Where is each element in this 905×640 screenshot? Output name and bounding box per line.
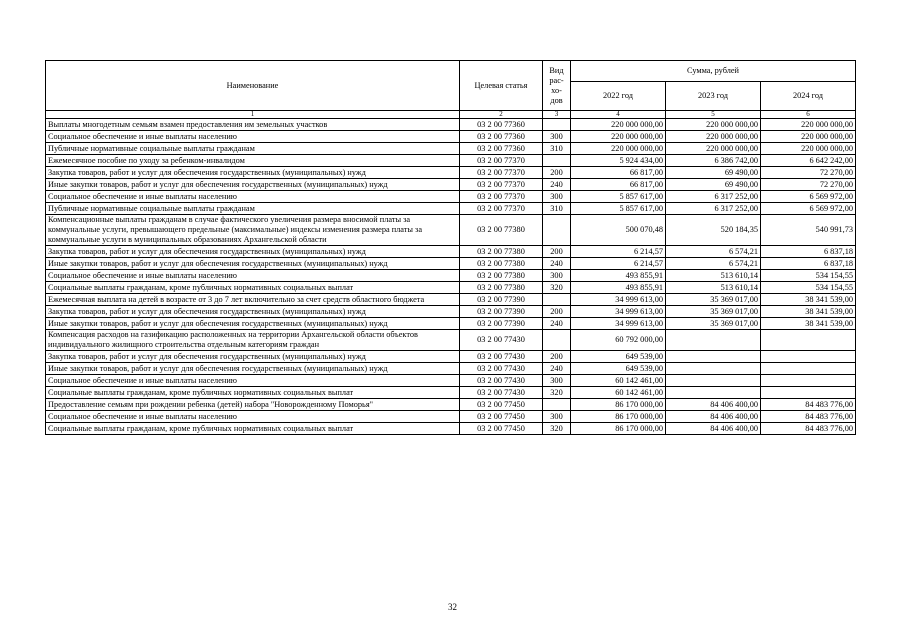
row-name: Ежемесячная выплата на детей в возрасте от 3 до 7 лет включительно за счет средств областного бюджета [46, 294, 460, 306]
row-sum-2023: 84 406 400,00 [666, 411, 761, 423]
row-sum-2022: 60 792 000,00 [571, 330, 666, 351]
row-name: Компенсационные выплаты гражданам в случае фактического увеличения размера вносимой платы за коммунальные услуги, превышающего предельные (максимальные) индексы изменения размера платы за коммунальные услуги в муниципальных образованиях Архангельской области [46, 215, 460, 246]
row-sum-2023: 220 000 000,00 [666, 143, 761, 155]
row-sum-2022: 500 070,48 [571, 215, 666, 246]
row-expense-kind: 200 [543, 351, 571, 363]
row-sum-2023: 35 369 017,00 [666, 294, 761, 306]
table-row [46, 203, 856, 215]
row-expense-kind [543, 330, 571, 351]
row-sum-2024: 220 000 000,00 [761, 131, 856, 143]
column-index: 1 [46, 111, 460, 119]
row-sum-2022: 493 855,91 [571, 270, 666, 282]
header-year-2023: 2023 год [666, 82, 761, 111]
table-row [46, 167, 856, 179]
row-sum-2023 [666, 330, 761, 351]
row-sum-2023: 6 317 252,00 [666, 203, 761, 215]
header-target-article: Целевая статья [460, 61, 543, 111]
row-name: Иные закупки товаров, работ и услуг для обеспечения государственных (муниципальных) нужд [46, 258, 460, 270]
table-row [46, 387, 856, 399]
table-row [46, 270, 856, 282]
row-name: Закупка товаров, работ и услуг для обеспечения государственных (муниципальных) нужд [46, 306, 460, 318]
row-expense-kind: 320 [543, 282, 571, 294]
row-sum-2022: 34 999 613,00 [571, 294, 666, 306]
row-sum-2022: 220 000 000,00 [571, 143, 666, 155]
row-name: Публичные нормативные социальные выплаты гражданам [46, 143, 460, 155]
row-sum-2024 [761, 351, 856, 363]
row-expense-kind: 320 [543, 423, 571, 435]
row-target-code: 03 2 00 77430 [460, 351, 543, 363]
row-expense-kind: 200 [543, 306, 571, 318]
row-expense-kind: 310 [543, 143, 571, 155]
row-sum-2022: 5 857 617,00 [571, 191, 666, 203]
row-expense-kind [543, 119, 571, 131]
row-sum-2022: 86 170 000,00 [571, 399, 666, 411]
table-row [46, 131, 856, 143]
row-sum-2023: 84 406 400,00 [666, 423, 761, 435]
row-expense-kind [543, 215, 571, 246]
row-name: Иные закупки товаров, работ и услуг для обеспечения государственных (муниципальных) нужд [46, 363, 460, 375]
row-sum-2024: 220 000 000,00 [761, 119, 856, 131]
row-expense-kind: 240 [543, 258, 571, 270]
budget-table [45, 60, 856, 435]
table-row [46, 411, 856, 423]
page-number: 32 [448, 602, 457, 612]
table-row [46, 294, 856, 306]
row-sum-2023: 6 574,21 [666, 258, 761, 270]
table-row [46, 306, 856, 318]
row-sum-2024: 72 270,00 [761, 167, 856, 179]
row-name: Социальное обеспечение и иные выплаты населению [46, 131, 460, 143]
row-sum-2024: 84 483 776,00 [761, 411, 856, 423]
column-index: 3 [543, 111, 571, 119]
table-row [46, 143, 856, 155]
row-sum-2023: 513 610,14 [666, 270, 761, 282]
row-target-code: 03 2 00 77390 [460, 318, 543, 330]
row-target-code: 03 2 00 77370 [460, 155, 543, 167]
row-name: Закупка товаров, работ и услуг для обеспечения государственных (муниципальных) нужд [46, 246, 460, 258]
row-sum-2022: 34 999 613,00 [571, 306, 666, 318]
row-sum-2022: 86 170 000,00 [571, 411, 666, 423]
row-expense-kind: 240 [543, 179, 571, 191]
column-index: 6 [761, 111, 856, 119]
row-name: Публичные нормативные социальные выплаты гражданам [46, 203, 460, 215]
row-target-code: 03 2 00 77450 [460, 399, 543, 411]
row-name: Социальное обеспечение и иные выплаты населению [46, 411, 460, 423]
row-name: Социальное обеспечение и иные выплаты населению [46, 270, 460, 282]
row-target-code: 03 2 00 77430 [460, 375, 543, 387]
row-target-code: 03 2 00 77430 [460, 330, 543, 351]
header-year-2022: 2022 год [571, 82, 666, 111]
row-target-code: 03 2 00 77370 [460, 191, 543, 203]
table-row [46, 119, 856, 131]
table-row [46, 423, 856, 435]
row-expense-kind: 240 [543, 318, 571, 330]
table-row [46, 215, 856, 246]
row-sum-2022: 649 539,00 [571, 363, 666, 375]
row-target-code: 03 2 00 77380 [460, 258, 543, 270]
row-sum-2023: 220 000 000,00 [666, 119, 761, 131]
row-sum-2024: 540 991,73 [761, 215, 856, 246]
row-sum-2023 [666, 351, 761, 363]
table-row [46, 399, 856, 411]
row-expense-kind [543, 399, 571, 411]
row-sum-2022: 60 142 461,00 [571, 375, 666, 387]
row-name: Социальные выплаты гражданам, кроме публичных нормативных социальных выплат [46, 387, 460, 399]
table-row [46, 246, 856, 258]
row-sum-2023 [666, 387, 761, 399]
row-expense-kind [543, 155, 571, 167]
row-sum-2024 [761, 375, 856, 387]
row-sum-2023: 35 369 017,00 [666, 306, 761, 318]
row-expense-kind: 320 [543, 387, 571, 399]
row-sum-2024: 534 154,55 [761, 270, 856, 282]
row-expense-kind: 300 [543, 191, 571, 203]
row-sum-2023: 6 317 252,00 [666, 191, 761, 203]
row-name: Иные закупки товаров, работ и услуг для обеспечения государственных (муниципальных) нужд [46, 318, 460, 330]
row-sum-2024 [761, 330, 856, 351]
row-expense-kind [543, 294, 571, 306]
row-target-code: 03 2 00 77360 [460, 131, 543, 143]
row-name: Компенсация расходов на газификацию расположенных на территории Архангельской области объектов индивидуального жилищного строительства отдельным категориям граждан [46, 330, 460, 351]
row-expense-kind: 200 [543, 246, 571, 258]
row-sum-2024: 6 569 972,00 [761, 203, 856, 215]
row-target-code: 03 2 00 77360 [460, 143, 543, 155]
row-sum-2024: 72 270,00 [761, 179, 856, 191]
row-sum-2024: 6 837,18 [761, 246, 856, 258]
row-expense-kind: 300 [543, 411, 571, 423]
row-sum-2022: 66 817,00 [571, 167, 666, 179]
row-sum-2024: 534 154,55 [761, 282, 856, 294]
table-row [46, 318, 856, 330]
row-sum-2022: 6 214,57 [571, 258, 666, 270]
row-name: Выплаты многодетным семьям взамен предоставления им земельных участков [46, 119, 460, 131]
row-target-code: 03 2 00 77370 [460, 167, 543, 179]
row-sum-2024: 38 341 539,00 [761, 294, 856, 306]
row-name: Предоставление семьям при рождении ребенка (детей) набора "Новорожденному Поморья" [46, 399, 460, 411]
row-target-code: 03 2 00 77390 [460, 294, 543, 306]
row-sum-2023: 6 386 742,00 [666, 155, 761, 167]
row-expense-kind: 300 [543, 375, 571, 387]
table-row [46, 363, 856, 375]
table-body [46, 119, 856, 435]
row-expense-kind: 300 [543, 131, 571, 143]
row-name: Социальное обеспечение и иные выплаты населению [46, 191, 460, 203]
row-name: Социальные выплаты гражданам, кроме публичных нормативных социальных выплат [46, 282, 460, 294]
row-sum-2022: 220 000 000,00 [571, 131, 666, 143]
budget-table-container [45, 60, 855, 435]
table-row [46, 258, 856, 270]
row-target-code: 03 2 00 77370 [460, 179, 543, 191]
row-target-code: 03 2 00 77370 [460, 203, 543, 215]
table-row [46, 282, 856, 294]
row-expense-kind: 240 [543, 363, 571, 375]
header-name: Наименование [46, 61, 460, 111]
row-sum-2024: 84 483 776,00 [761, 423, 856, 435]
row-sum-2022: 649 539,00 [571, 351, 666, 363]
row-expense-kind: 310 [543, 203, 571, 215]
header-year-2024: 2024 год [761, 82, 856, 111]
row-target-code: 03 2 00 77380 [460, 270, 543, 282]
row-sum-2024: 38 341 539,00 [761, 306, 856, 318]
table-row [46, 191, 856, 203]
row-name: Социальное обеспечение и иные выплаты населению [46, 375, 460, 387]
row-sum-2022: 5 857 617,00 [571, 203, 666, 215]
row-sum-2023: 220 000 000,00 [666, 131, 761, 143]
column-index: 5 [666, 111, 761, 119]
row-sum-2022: 5 924 434,00 [571, 155, 666, 167]
row-target-code: 03 2 00 77360 [460, 119, 543, 131]
column-index: 2 [460, 111, 543, 119]
row-name: Социальные выплаты гражданам, кроме публичных нормативных социальных выплат [46, 423, 460, 435]
row-target-code: 03 2 00 77430 [460, 387, 543, 399]
row-target-code: 03 2 00 77380 [460, 215, 543, 246]
row-sum-2023: 513 610,14 [666, 282, 761, 294]
row-sum-2024: 38 341 539,00 [761, 318, 856, 330]
table-row [46, 179, 856, 191]
row-sum-2024: 6 642 242,00 [761, 155, 856, 167]
table-row [46, 330, 856, 351]
row-sum-2022: 86 170 000,00 [571, 423, 666, 435]
row-sum-2022: 66 817,00 [571, 179, 666, 191]
row-sum-2023 [666, 375, 761, 387]
row-sum-2023 [666, 363, 761, 375]
row-sum-2024: 220 000 000,00 [761, 143, 856, 155]
row-sum-2024: 6 569 972,00 [761, 191, 856, 203]
row-sum-2023: 6 574,21 [666, 246, 761, 258]
row-target-code: 03 2 00 77380 [460, 246, 543, 258]
row-expense-kind: 300 [543, 270, 571, 282]
row-target-code: 03 2 00 77450 [460, 423, 543, 435]
row-target-code: 03 2 00 77450 [460, 411, 543, 423]
row-sum-2023: 69 490,00 [666, 167, 761, 179]
row-sum-2023: 84 406 400,00 [666, 399, 761, 411]
row-name: Ежемесячное пособие по уходу за ребенком-инвалидом [46, 155, 460, 167]
row-target-code: 03 2 00 77380 [460, 282, 543, 294]
row-name: Закупка товаров, работ и услуг для обеспечения государственных (муниципальных) нужд [46, 167, 460, 179]
row-sum-2022: 493 855,91 [571, 282, 666, 294]
header-sum: Сумма, рублей [571, 61, 856, 82]
row-sum-2022: 220 000 000,00 [571, 119, 666, 131]
table-row [46, 155, 856, 167]
row-sum-2022: 6 214,57 [571, 246, 666, 258]
row-target-code: 03 2 00 77430 [460, 363, 543, 375]
row-name: Закупка товаров, работ и услуг для обеспечения государственных (муниципальных) нужд [46, 351, 460, 363]
column-index: 4 [571, 111, 666, 119]
table-row [46, 351, 856, 363]
header-expense-kind: Вид рас-хо-дов [543, 61, 571, 111]
row-sum-2024: 84 483 776,00 [761, 399, 856, 411]
row-sum-2024: 6 837,18 [761, 258, 856, 270]
row-sum-2022: 60 142 461,00 [571, 387, 666, 399]
row-sum-2023: 69 490,00 [666, 179, 761, 191]
row-sum-2022: 34 999 613,00 [571, 318, 666, 330]
row-name: Иные закупки товаров, работ и услуг для обеспечения государственных (муниципальных) нужд [46, 179, 460, 191]
row-sum-2023: 35 369 017,00 [666, 318, 761, 330]
row-expense-kind: 200 [543, 167, 571, 179]
row-sum-2024 [761, 363, 856, 375]
row-sum-2024 [761, 387, 856, 399]
table-row [46, 375, 856, 387]
row-target-code: 03 2 00 77390 [460, 306, 543, 318]
row-sum-2023: 520 184,35 [666, 215, 761, 246]
